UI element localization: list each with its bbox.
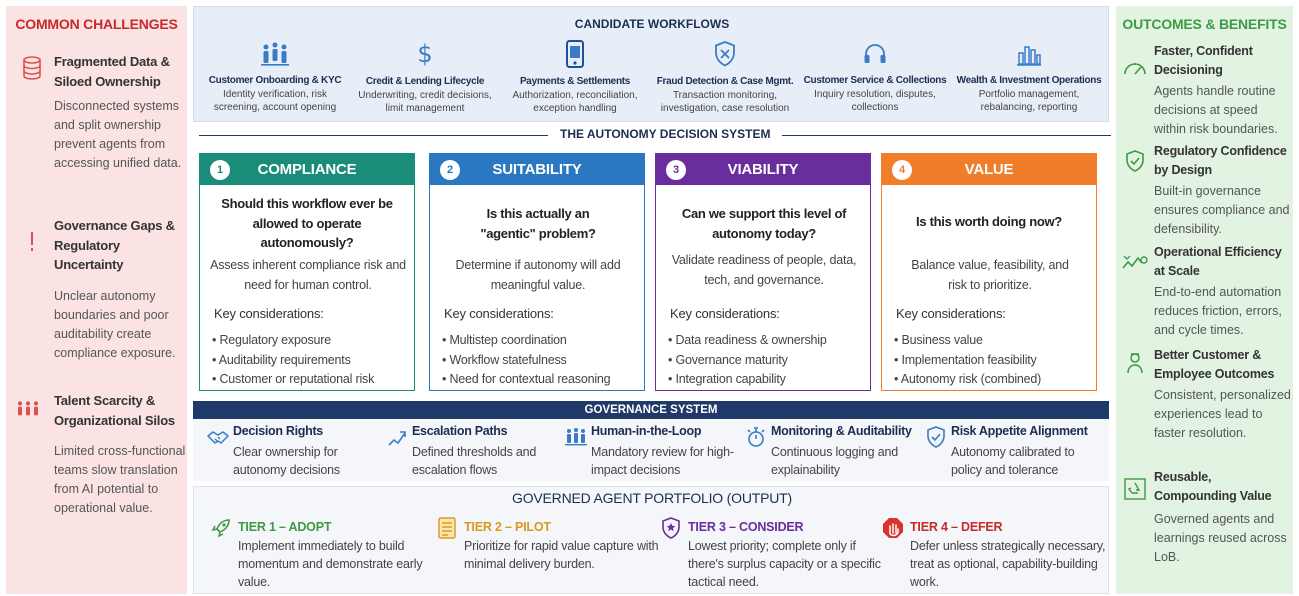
- outcomes-title: OUTCOMES & BENEFITS: [1122, 16, 1287, 32]
- card-description: Balance value, feasibility, and risk to prioritize.: [911, 258, 1069, 292]
- shield-check-icon: [925, 426, 947, 448]
- workflow-desc: Inquiry resolution, disputes, collections: [814, 89, 936, 113]
- list-item: • Data readiness & ownership: [668, 333, 827, 347]
- governance-item-desc: Defined thresholds and escalation flows: [412, 445, 537, 477]
- workflow-item: [200, 39, 350, 114]
- bar-chart-icon: [954, 39, 1104, 69]
- governance-item-title: Risk Appetite Alignment: [951, 424, 1088, 438]
- workflow-item: [350, 39, 500, 115]
- challenge-desc: Disconnected systems and split ownership prevent agents from accessing unified data.: [54, 99, 182, 170]
- key-considerations-list: [212, 331, 374, 390]
- governance-item-desc: Autonomy calibrated to policy and tolerance: [951, 445, 1075, 477]
- list-item: • Implementation feasibility: [894, 352, 1037, 367]
- key-considerations-label: Key considerations:: [896, 306, 1006, 321]
- workflow-item: [800, 39, 950, 114]
- outcome-desc: Built-in governance ensures compliance and defensibility.: [1154, 184, 1290, 236]
- database-icon: [20, 56, 44, 80]
- challenge-desc: Limited cross-functional teams slow translation from AI potential to operational value.: [54, 444, 186, 515]
- card-description: Determine if autonomy will add meaningful value.: [455, 258, 621, 292]
- workflow-title: Customer Onboarding & KYC: [208, 75, 342, 86]
- governance-item-title: Escalation Paths: [412, 424, 508, 438]
- governance-item-title: Decision Rights: [233, 424, 323, 438]
- governance-panel: [193, 419, 1109, 481]
- challenge-title: Talent Scarcity & Organizational Silos: [54, 393, 175, 428]
- people-group-icon: [200, 39, 350, 69]
- outcome-title: Faster, Confident Decisioning: [1154, 44, 1253, 77]
- outcomes-panel: [1116, 6, 1293, 594]
- list-item: • Customer or reputational risk: [212, 372, 375, 386]
- workflow-desc: Identity verification, risk screening, account opening: [213, 89, 337, 113]
- workflow-desc: Portfolio management, rebalancing, reporting: [978, 89, 1080, 113]
- outcome-desc: Governed agents and learnings reused across LoB.: [1154, 512, 1287, 564]
- card-question: Is this actually an "agentic" problem?: [480, 206, 596, 241]
- card-compliance: [199, 153, 415, 391]
- tier-desc: Implement immediately to build momentum and demonstrate early value.: [238, 539, 423, 589]
- card-number: 3: [666, 160, 686, 180]
- workflow-desc: Authorization, reconciliation, exception handling: [512, 90, 638, 114]
- handshake-icon: [207, 426, 229, 448]
- challenge-desc: Unclear autonomy boundaries and poor auditability create compliance exposure.: [54, 289, 176, 360]
- workflow-title: Customer Service & Collections: [803, 75, 947, 86]
- workflow-item: [500, 39, 650, 115]
- card-suitability: [429, 153, 645, 391]
- headset-icon: [800, 39, 950, 69]
- list-item: • Multistep coordination: [442, 333, 567, 347]
- stopwatch-icon: [745, 426, 767, 448]
- escalation-arrow-icon: [386, 426, 408, 448]
- workflow-title: Payments & Settlements: [519, 76, 631, 87]
- card-viability: [655, 153, 871, 391]
- workflow-desc: Transaction monitoring, investigation, case resolution: [660, 90, 790, 114]
- list-item: • Regulatory exposure: [212, 333, 331, 347]
- stop-hand-icon: [882, 517, 904, 539]
- efficiency-icon: [1122, 249, 1148, 275]
- card-description: Assess inherent compliance risk and need for human control.: [210, 258, 406, 292]
- card-header: [656, 154, 870, 185]
- governance-item-desc: Continuous logging and explainability: [771, 445, 898, 477]
- shield-x-icon: [650, 39, 800, 69]
- tier-title: TIER 2 – PILOT: [464, 520, 551, 534]
- exclamation-icon: [20, 230, 44, 254]
- key-considerations-label: Key considerations:: [214, 306, 324, 321]
- card-title: VIABILITY: [727, 161, 799, 178]
- card-number: 2: [440, 160, 460, 180]
- svg-text:$: $: [417, 40, 433, 68]
- workflow-title: Fraud Detection & Case Mgmt.: [656, 76, 794, 87]
- shield-check-icon: [660, 517, 682, 539]
- tier-desc: Prioritize for rapid value capture with minimal delivery burden.: [464, 539, 659, 571]
- outcome-title: Better Customer & Employee Outcomes: [1154, 348, 1275, 381]
- card-question: Is this worth doing now?: [916, 214, 1062, 229]
- dollar-icon: [350, 39, 500, 69]
- outcome-desc: Consistent, personalized experiences lead to faster resolution.: [1154, 388, 1291, 440]
- candidate-workflows-panel: [193, 6, 1109, 122]
- key-considerations-list: [442, 331, 610, 390]
- workflows-title: CANDIDATE WORKFLOWS: [574, 17, 730, 31]
- card-title: VALUE: [964, 161, 1014, 178]
- key-considerations-list: [894, 331, 1041, 390]
- workflow-desc: Underwriting, credit decisions, limit management: [358, 90, 492, 114]
- tier-title: TIER 3 – CONSIDER: [688, 520, 804, 534]
- governance-item-desc: Clear ownership for autonomy decisions: [233, 445, 340, 477]
- list-item: • Integration capability: [668, 372, 786, 386]
- card-title: COMPLIANCE: [257, 161, 357, 178]
- list-item: • Autonomy risk (combined): [894, 372, 1042, 386]
- list-item: • Governance maturity: [668, 352, 788, 367]
- workflow-item: [650, 39, 800, 115]
- outcome-title: Regulatory Confidence by Design: [1154, 144, 1287, 177]
- card-header: [882, 154, 1096, 185]
- card-question: Can we support this level of autonomy today?: [681, 206, 847, 241]
- governance-item-desc: Mandatory review for high-impact decisions: [591, 445, 734, 477]
- governance-title: GOVERNANCE SYSTEM: [193, 401, 1109, 419]
- rocket-icon: [210, 517, 232, 539]
- governance-item-title: Monitoring & Auditability: [771, 424, 912, 438]
- list-item: • Workflow statefulness: [442, 352, 567, 367]
- workflow-title: Credit & Lending Lifecycle: [365, 76, 485, 87]
- workflow-title: Wealth & Investment Operations: [956, 75, 1102, 86]
- card-number: 4: [892, 160, 912, 180]
- outcome-desc: Agents handle routine decisions at speed within risk boundaries.: [1154, 84, 1278, 136]
- key-considerations-list: [668, 331, 827, 390]
- agent-portfolio-panel: [193, 486, 1109, 594]
- challenge-title: Governance Gaps & Regulatory Uncertainty: [54, 218, 175, 272]
- recycle-icon: [1122, 476, 1148, 502]
- list-item: • Business value: [894, 333, 983, 347]
- list-item: • Need for contextual reasoning: [442, 372, 611, 386]
- challenges-panel: [6, 6, 187, 594]
- key-considerations-label: Key considerations:: [444, 306, 554, 321]
- people-icon: [16, 397, 40, 421]
- card-header: [430, 154, 644, 185]
- card-number: 1: [210, 160, 230, 180]
- autonomy-title: THE AUTONOMY DECISION SYSTEM: [548, 127, 782, 141]
- speedometer-icon: [1122, 54, 1148, 80]
- workflow-item: [954, 39, 1104, 114]
- key-considerations-label: Key considerations:: [670, 306, 780, 321]
- tier-desc: Lowest priority; complete only if there's surplus capacity or a specific tactical need.: [688, 539, 881, 589]
- shield-check-icon: [1122, 148, 1148, 174]
- outcome-title: Operational Efficiency at Scale: [1154, 245, 1282, 278]
- person-icon: [1122, 350, 1148, 376]
- outcome-desc: End-to-end automation reduces friction, errors, and cycle times.: [1154, 285, 1282, 337]
- list-item: • Auditability requirements: [212, 352, 351, 367]
- checklist-icon: [436, 517, 458, 539]
- card-description: Validate readiness of people, data, tech, and governance.: [671, 253, 857, 287]
- card-value: [881, 153, 1097, 391]
- card-title: SUITABILITY: [492, 161, 582, 178]
- challenge-title: Fragmented Data & Siloed Ownership: [54, 54, 170, 89]
- challenges-title: COMMON CHALLENGES: [15, 16, 178, 32]
- governance-item-title: Human-in-the-Loop: [591, 424, 702, 438]
- card-question: Should this workflow ever be allowed to operate autonomously?: [221, 196, 393, 250]
- portfolio-title: GOVERNED AGENT PORTFOLIO (OUTPUT): [512, 490, 792, 506]
- outcome-title: Reusable, Compounding Value: [1154, 470, 1272, 503]
- tier-desc: Defer unless strategically necessary, treat as optional, capability-building work.: [910, 539, 1106, 589]
- tier-title: TIER 4 – DEFER: [910, 520, 1003, 534]
- mobile-payment-icon: [500, 39, 650, 69]
- tier-title: TIER 1 – ADOPT: [238, 520, 332, 534]
- people-group-icon: [565, 426, 587, 448]
- card-header: [200, 154, 414, 185]
